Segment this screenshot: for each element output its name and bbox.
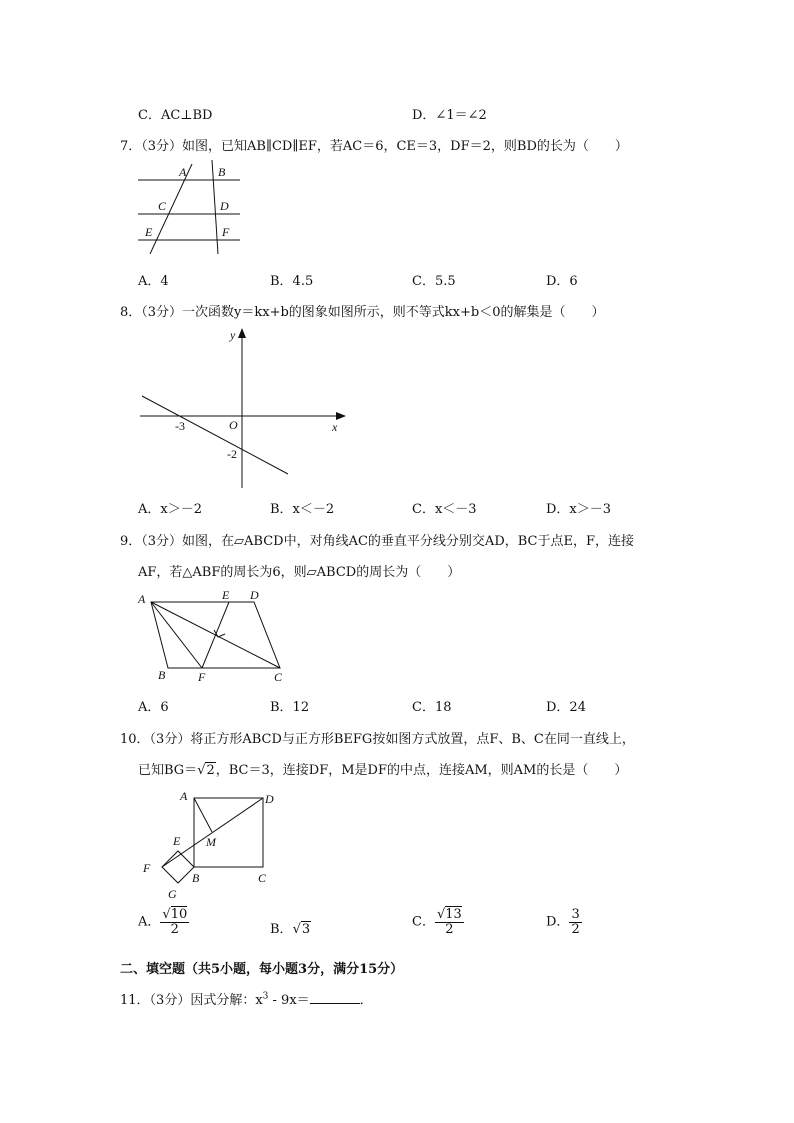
q11-exponent: 3 (262, 991, 269, 1002)
sqrt-3-radicand: 3 (301, 922, 311, 937)
q10-option-c-prefix: C． (412, 914, 435, 930)
q10-option-d-fraction (569, 908, 581, 936)
q10-option-d-denominator: 2 (571, 921, 580, 937)
option-d-prev[interactable]: D．∠1＝∠2 (412, 108, 487, 123)
q10-option-d[interactable] (546, 908, 582, 936)
segment-af (151, 602, 202, 668)
q10-option-b-prefix: B． (270, 922, 293, 937)
question-11 (120, 989, 373, 1008)
label-a: A (180, 789, 188, 803)
q10-option-a-denominator: 2 (170, 921, 179, 937)
q10-option-a-fraction (160, 908, 189, 936)
segment-df (162, 798, 263, 867)
label-b: B (192, 871, 200, 885)
q8-option-c[interactable]: C．x＜－3 (412, 502, 477, 517)
segment-ef (202, 602, 229, 668)
option-c-prev[interactable]: C．AC⊥BD (138, 108, 213, 123)
q7-option-c[interactable]: C．5.5 (412, 274, 456, 289)
q7-option-d[interactable]: D．6 (546, 274, 578, 289)
label-minus-2: -2 (227, 447, 237, 461)
question-9-line1: 9．（3分）如图，在▱ABCD中，对角线AC的垂直平分线分别交AD，BC于点E，F，连接 (120, 534, 634, 549)
label-minus-3: -3 (175, 419, 185, 433)
square-abcd (194, 798, 263, 867)
label-c: C (258, 871, 267, 885)
label-x: x (332, 420, 338, 434)
q10-option-a-numerator: √10 (162, 907, 188, 922)
question-7-text: 7．（3分）如图，已知AB∥CD∥EF，若AC＝6，CE＝3，DF＝2，则BD的长为（ ） (120, 139, 628, 154)
label-y: y (230, 328, 236, 342)
q11-end: ． (359, 993, 373, 1008)
q7-option-b[interactable]: B．4.5 (270, 274, 314, 289)
label-a: A (138, 592, 146, 606)
q10-option-a-prefix: A． (138, 914, 161, 930)
label-e: E (222, 588, 230, 602)
label-d: D (265, 792, 274, 806)
q10-option-c[interactable] (412, 908, 464, 936)
q9-option-a[interactable]: A．6 (138, 700, 169, 715)
q11-suffix: - 9x＝ (268, 993, 310, 1008)
label-e: E (145, 225, 153, 239)
q10-line2-part-a: 已知BG＝ (138, 763, 198, 778)
label-m: M (206, 835, 216, 849)
q11-answer-blank[interactable] (310, 991, 360, 1004)
q10-option-d-prefix: D． (546, 914, 570, 930)
q8-option-a[interactable]: A．x＞－2 (138, 502, 202, 517)
label-d: D (220, 199, 229, 213)
label-g: G (168, 887, 177, 901)
q9-option-d[interactable]: D．24 (546, 700, 586, 715)
y-axis-arrow (238, 328, 246, 338)
label-a: A (179, 165, 187, 179)
label-f: F (198, 670, 206, 684)
q10-line2-part-b: ，BC＝3，连接DF，M是DF的中点，连接AM，则AM的长是（ ） (215, 763, 628, 778)
sqrt-3: √3 (292, 922, 311, 937)
label-f: F (222, 225, 230, 239)
q10-option-b[interactable] (270, 918, 311, 937)
q10-two-squares-figure (136, 784, 286, 902)
q10-option-d-numerator: 3 (571, 907, 580, 922)
label-d: D (250, 588, 259, 602)
q9-parallelogram-figure (134, 586, 294, 686)
label-e: E (173, 834, 181, 848)
sqrt-2-radicand: 2 (206, 763, 215, 778)
sqrt-2: √2 (197, 763, 215, 778)
section-2-title: 二、填空题（共5小题，每小题3分，满分15分） (120, 962, 404, 977)
q9-option-b[interactable]: B．12 (270, 700, 310, 715)
label-c: C (274, 670, 283, 684)
label-f: F (143, 861, 151, 875)
x-axis-arrow (336, 412, 346, 420)
question-10-line1: 10．（3分）将正方形ABCD与正方形BEFG按如图方式放置，点F、B、C在同一直线上， (120, 732, 635, 747)
q7-parallel-lines-figure (134, 158, 244, 254)
q10-option-c-denominator: 2 (445, 921, 454, 937)
question-10-line2 (138, 759, 627, 778)
q10-option-c-fraction (435, 908, 464, 936)
segment-am (194, 798, 212, 832)
q8-linear-function-graph (136, 324, 352, 490)
label-origin: O (229, 418, 238, 432)
q7-option-a[interactable]: A．4 (138, 274, 169, 289)
question-8-text: 8．（3分）一次函数y＝kx+b的图象如图所示，则不等式kx+b＜0的解集是（ ） (120, 305, 605, 320)
label-b: B (218, 165, 226, 179)
label-c: C (158, 199, 167, 213)
q10-option-a[interactable] (138, 908, 189, 936)
label-b: B (158, 668, 166, 682)
q11-prefix: 11．（3分）因式分解：x (120, 993, 263, 1008)
question-9-line2: AF，若△ABF的周长为6，则▱ABCD的周长为（ ） (138, 565, 461, 580)
q10-option-c-numerator: √13 (436, 907, 462, 922)
q8-option-b[interactable]: B．x＜－2 (270, 502, 335, 517)
function-line (142, 396, 288, 474)
q8-option-d[interactable]: D．x＞－3 (546, 502, 612, 517)
q9-option-c[interactable]: C．18 (412, 700, 452, 715)
